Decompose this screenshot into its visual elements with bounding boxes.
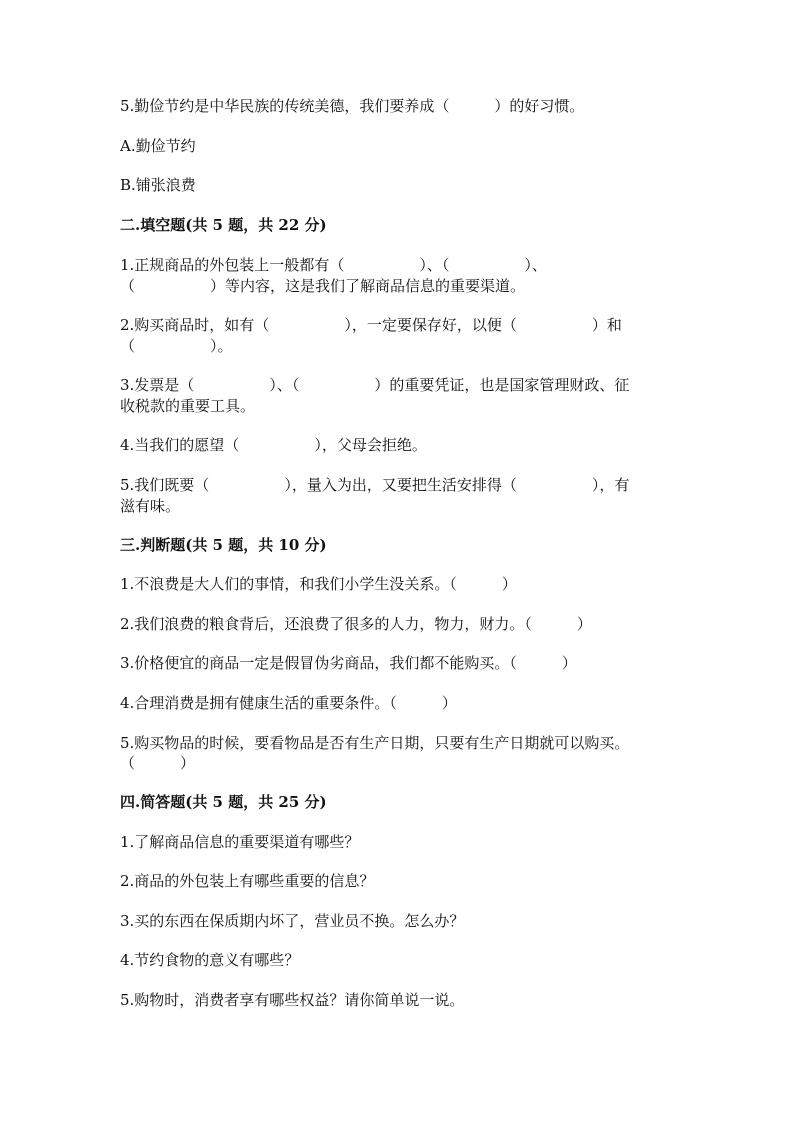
fill-question-1-line-1: 1.正规商品的外包装上一般都有（ ）、（ ）、	[120, 256, 547, 274]
fill-question-3-line-2: 收税款的重要工具。	[120, 397, 256, 415]
short-question-2: 2.商品的外包装上有哪些重要的信息？	[120, 872, 375, 890]
fill-question-5-line-1: 5.我们既要（ ），量入为出，又要把生活安排得（ ），有	[120, 476, 630, 494]
judge-question-2: 2.我们浪费的粮食背后，还浪费了很多的人力，物力，财力。（ ）	[120, 615, 592, 633]
short-question-1: 1.了解商品信息的重要渠道有哪些？	[120, 833, 360, 851]
fill-question-4: 4.当我们的愿望（ ），父母会拒绝。	[120, 436, 427, 454]
judge-question-4: 4.合理消费是拥有健康生活的重要条件。（ ）	[120, 694, 457, 712]
fill-question-3-line-1: 3.发票是（ ）、（ ）的重要凭证，也是国家管理财政、征	[120, 376, 630, 394]
fill-question-2-line-2: （ ）。	[120, 337, 233, 355]
short-question-3: 3.买的东西在保质期内坏了，营业员不换。怎么办？	[120, 912, 465, 930]
judge-question-1: 1.不浪费是大人们的事情，和我们小学生没关系。（ ）	[120, 575, 517, 593]
choice-option-a: A.勤俭节约	[120, 137, 196, 155]
fill-question-5-line-2: 滋有味。	[120, 497, 181, 515]
judge-question-5-line-2: （ ）	[120, 754, 196, 772]
section-heading-true-false: 三.判断题(共 5 题，共 10 分)	[120, 536, 327, 554]
short-question-5: 5.购物时，消费者享有哪些权益？请你简单说一说。	[120, 991, 465, 1009]
fill-question-1-line-2: （ ）等内容，这是我们了解商品信息的重要渠道。	[120, 277, 526, 295]
section-heading-fill-in: 二.填空题(共 5 题，共 22 分)	[120, 216, 327, 234]
section-heading-short-answer: 四.简答题(共 5 题，共 25 分)	[120, 793, 327, 811]
short-question-4: 4.节约食物的意义有哪些？	[120, 951, 300, 969]
judge-question-3: 3.价格便宜的商品一定是假冒伪劣商品，我们都不能购买。（ ）	[120, 654, 577, 672]
judge-question-5-line-1: 5.购买物品的时候，要看物品是否有生产日期，只要有生产日期就可以购买。	[120, 734, 630, 752]
choice-option-b: B.铺张浪费	[120, 176, 196, 194]
fill-question-2-line-1: 2.购买商品时，如有（ ），一定要保存好，以便（ ）和	[120, 316, 622, 334]
choice-question-5: 5.勤俭节约是中华民族的传统美德，我们要养成（ ）的好习惯。	[120, 97, 585, 115]
